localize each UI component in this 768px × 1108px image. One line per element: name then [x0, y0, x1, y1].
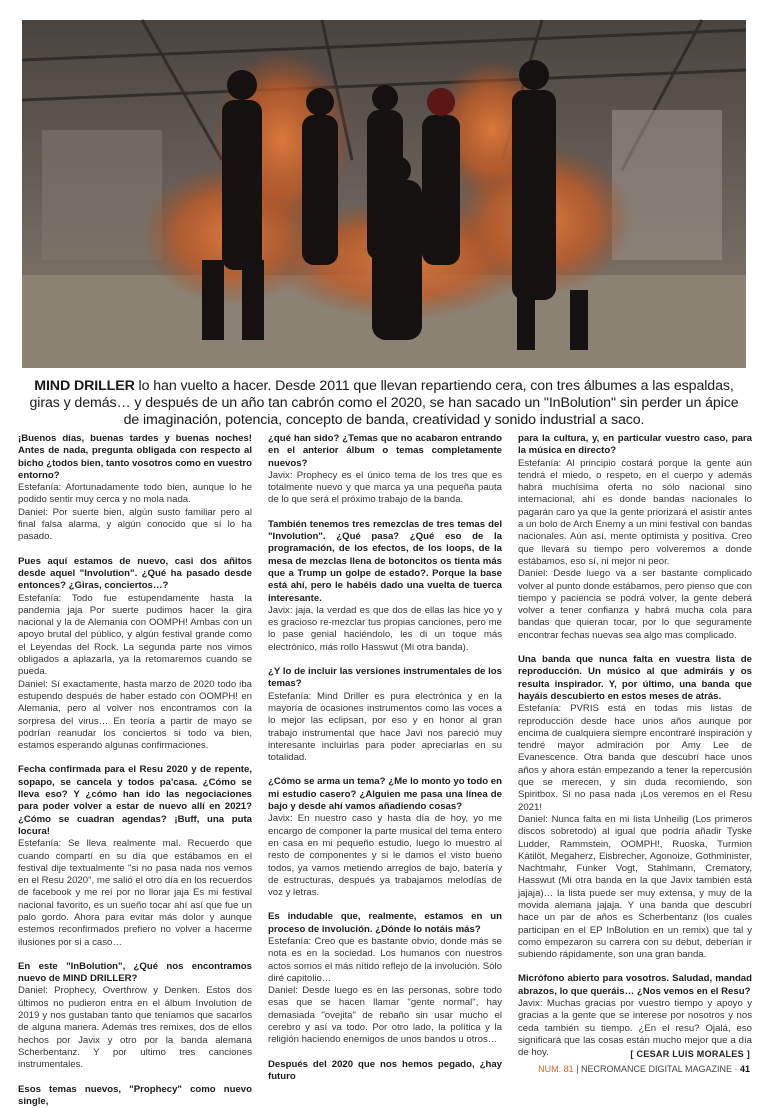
interview-question: Después del 2020 que nos hemos pegado, ¿hay futuro: [268, 1058, 502, 1082]
paragraph-gap: [18, 949, 252, 961]
paragraph-gap: [518, 642, 752, 654]
interview-answer: Javix: En nuestro caso y hasta día de hoy, yo me encargo de componer la parte musical del tema entero en casa en mi pequeño estudio, luego lo muestro al resto de componentes y si le damos el visto bueno todos, ya vamos metiendo arreglos de bajo, batería y de estructuras, después ya trabajamos melodías de voz y letras.: [268, 813, 502, 899]
interview-answer: Daniel: Desde luego es en las personas, sobre todo esas que se hacen llamar "gente normal", hay demasiada "ovejita" de rebaño sin usar mucho el cerebro y así va todo. Por otro lado, la política y la religión haciendo enemigos de unos bandos u otros…: [268, 985, 502, 1046]
interview-question: Es indudable que, realmente, estamos en un proceso de involución. ¿Dónde lo notáis más?: [268, 911, 502, 935]
paragraph-gap: [268, 764, 502, 776]
interview-question: Pues aquí estamos de nuevo, casi dos añitos desde aquel "Involution". ¿Qué ha pasado desde entonces? ¿Giras, conciertos…?: [18, 555, 252, 592]
intro-text: lo han vuelto a hacer. Desde 2011 que llevan repartiendo cera, con tres álbumes a las espaldas, giras y demás… y después de un año tan cabrón como el 2020, se han sacado un "InBolution" sin perder un ápice de imaginación, potencia, concepto de banda, creatividad y sonido industrial a saco.: [29, 378, 739, 428]
intro-band-name: MIND DRILLER: [34, 378, 135, 394]
interview-question: Micrófono abierto para vosotros. Saludad, mandad abrazos, lo que queráis… ¿Nos vemos en el Resu?: [518, 973, 752, 997]
interview-question: ¿Y lo de incluir las versiones instrumentales de los temas?: [268, 666, 502, 690]
interview-answer: Estefanía: Todo fue estupendamente hasta la pandemia jaja Por suerte pudimos hacer la gira nacional y la de Alemania con OOMPH! Ambas con un apoyo brutal del público, y algún festival grande como el Leyendas del Rock. La segunda parte nos vimos obligados a aplazarla, ya la retomaremos cuando se pueda.: [18, 592, 252, 678]
interview-answer: Estefanía: Creo que es bastante obvio, donde más se nota es en la sociedad. Los humanos con nuestros actos somos el más nítido reflejo de la involución. Sólo diré capitolio…: [268, 935, 502, 984]
interview-question: ¿Cómo se arma un tema? ¿Me lo monto yo todo en mi estudio casero? ¿Alguien me pasa una línea de bajo y desde ahí vamos añadiendo cosas?: [268, 776, 502, 813]
paragraph-gap: [18, 544, 252, 556]
interview-answer: Daniel: Por suerte bien, algún susto familiar pero al final falsa alarma, y algún conocido que sí lo ha pasado.: [18, 506, 252, 543]
interview-answer: Estefanía: Mind Driller es pura electrónica y en la mayoría de ocasiones instrumentos como las voces a lo mejor las eclipsan, por eso y en honor al gran trabajo instrumental que hace Javi nos pareció muy interesante incluirlas para poder apreciarlas en su totalidad.: [268, 690, 502, 764]
article-column-1: [18, 433, 252, 1107]
interview-answer: Estefanía: Se lleva realmente mal. Recuerdo que cuando compartí en su día que estábamos en el festival dije textualmente "si no pasa nada nos vemos en el Resu 2020", me salió el otro día en los recuerdos de facebook y me reí por no llorar jaja Es mi festival nacional favorito, es un sueño tocar ahí así que fue un palo gordo. Ahora para evitar más dolor y aunque estemos reconfirmados prefiero no volver a hacerme ilusiones por si a caso…: [18, 838, 252, 948]
interview-question: En este "InBolution", ¿Qué nos encontramos nuevo de MIND DRILLER?: [18, 960, 252, 985]
interview-answer: Javix: Muchas gracias por vuestro tiempo y apoyo y gracias a la gente que se interese por nosotros y nos ceda también su tiempo. ¿En el resu? Ojalá, eso significará que las cosas están mucho mejor que a día de hoy.: [518, 998, 752, 1059]
interview-question: ¡Buenos días, buenas tardes y buenas noches! Antes de nada, pregunta obligada con respecto al bicho ¿todos bien, tanto vosotros como en vuestro entorno?: [18, 433, 252, 481]
interview-answer: Daniel: Nunca falta en mi lista Unheilig (Los primeros discos sobretodo) al igual que podría añadir Tyske Ludder, Rammstein, OOMPH!, Ruoska, Turmion Kätilöt, Megaherz, Eisbrecher, Agonoize, Gothminister, Nachtmahr, Funker Vogt, Stahlmann, Crematory, Hasswut (Mi otra banda en la que Javix también está jajaja)… la lista puede ser muy extensa, y muy de la movida alemana jajaja. Y una banda que descubrí hace un par de años es Scherbentanz (los cuales participan en el EP InBolution en un remix) que tal y como empezaron su carrera con su debut, deberían ir subiendo rápidamente, son una gran banda.: [518, 813, 752, 961]
interview-question: ¿qué han sido? ¿Temas que no acabaron entrando en el anterior álbum o temas completamente nuevos?: [268, 433, 502, 469]
interview-answer: Estefanía: Al principio costará porque la gente aún tendrá el miedo, o respeto, en el cuerpo y además habrá muchísima oferta no sólo nacional sino internacional, ahí es donde bandas nacionales lo pagarán caro ya que la gente priorizará el asistir antes a un bolo de Arch Enemy a un mini festival con bandas nacionales. Aún así, mente optimista y positiva. Creo que llevará su tiempo pero volveremos a donde estábamos, eso sí, ni mejor ni peor.: [518, 457, 752, 567]
intro-paragraph: [22, 378, 746, 429]
interview-answer: Javix: jaja, la verdad es que dos de ellas las hice yo y es gracioso re-mezclar tus propias canciones, pero me lo pase genial haciéndolo, les di un toque más electrónico, más rollo Hasswut (Mi otra banda).: [268, 604, 502, 653]
interview-question: Fecha confirmada para el Resu 2020 y de repente, sopapo, se cancela y todos pa'casa. ¿Cómo se lleva eso? Y ¿cómo han ido las negociaciones para poder volver a estar de nuevo allí en 2021? ¿Cómo se cuadran agendas? ¡Buff, una puta locura!: [18, 764, 252, 837]
interview-question: Esos temas nuevos, "Prophecy" como nuevo single,: [18, 1083, 252, 1107]
band-photo: [22, 20, 746, 368]
interview-answer: Estefanía: PVRIS está en todas mis listas de reproducción desde hace unos años aunque por encima de cualquiera siempre encontraré inspiración y tendré mayor admiración por Amy Lee de Evanescence. Otra banda que descubrí hace unos años y ahora están empezando a tener la repercusión que se merecen, y sin duda recomiendo, son Spiritbox. Si no pasa nada ¡Los veremos en el Resu 2021!: [518, 703, 752, 813]
paragraph-gap: [518, 961, 752, 973]
interview-answer: Daniel: Prophecy, Overthrow y Denken. Estos dos últimos no pudieron entra en el álbum Involution de 2019 y nos gustaban tanto que teníamos que sacarlos de alguna manera. Además tres remixes, dos de ellos hechos por Javix y otro por la banda alemana Scherbentanz. Y por ultimo tres canciones instrumentales.: [18, 985, 252, 1071]
interview-answer: Javix: Prophecy es el único tema de los tres que es totalmente nuevo y que marca ya una pequeña pauta de lo que será el próximo trabajo de la banda.: [268, 469, 502, 506]
issue-number: NUM. 81: [538, 1064, 574, 1074]
interview-question: para la cultura, y, en particular vuestro caso, para la música en directo?: [518, 433, 752, 457]
paragraph-gap: [268, 899, 502, 911]
page-footer: [538, 1064, 750, 1074]
author-signature: [ CESAR LUIS MORALES ]: [630, 1049, 750, 1059]
interview-answer: Daniel: Desde luego va a ser bastante complicado volver al punto donde estábamos, pero pienso que con tiempo y paciencia se podrá volver, la gente deberá volver a tener confianza y habrá mucha cola para bandas que quieran tocar, por lo que seguramente encontrar fechas nuevas sea algo mas complicado.: [518, 568, 752, 641]
interview-answer: Estefanía: Afortunadamente todo bien, aunque lo he podido sentir muy cerca y no mola nada.: [18, 482, 252, 506]
page-number: 41: [739, 1064, 750, 1074]
interview-answer: Daniel: Sí exactamente, hasta marzo de 2020 todo iba estupendo después de haber estado con OOMPH! en Alemania, pero al volver nos encontramos con la sorpresa del virus… En teoría a partir de mayo se podrían reanudar los conciertos si todo va bien, estamos esperando algunas confirmaciones.: [18, 678, 252, 752]
magazine-name: | NECROMANCE DIGITAL MAGAZINE ·: [573, 1064, 740, 1074]
paragraph-gap: [18, 1072, 252, 1084]
article-column-2: [268, 433, 502, 1082]
paragraph-gap: [18, 752, 252, 764]
paragraph-gap: [268, 507, 502, 519]
paragraph-gap: [268, 1047, 502, 1059]
paragraph-gap: [268, 654, 502, 666]
interview-question: También tenemos tres remezclas de tres temas del "Involution". ¿Qué pasa? ¿Qué eso de la programación, de los efectos, de los loops, de la mesa de mezclas llena de botoncitos os tienta más que a Trump un golpe de estado?. Porque la base está ahí, pero le habéis dado una vuelta de tuerca interesante.: [268, 518, 502, 604]
interview-question: Una banda que nunca falta en vuestra lista de reproducción. Un músico al que admiráis y os resulta inspirador. Y, por último, una banda que hayáis descubierto en estos meses de atrás.: [518, 654, 752, 702]
